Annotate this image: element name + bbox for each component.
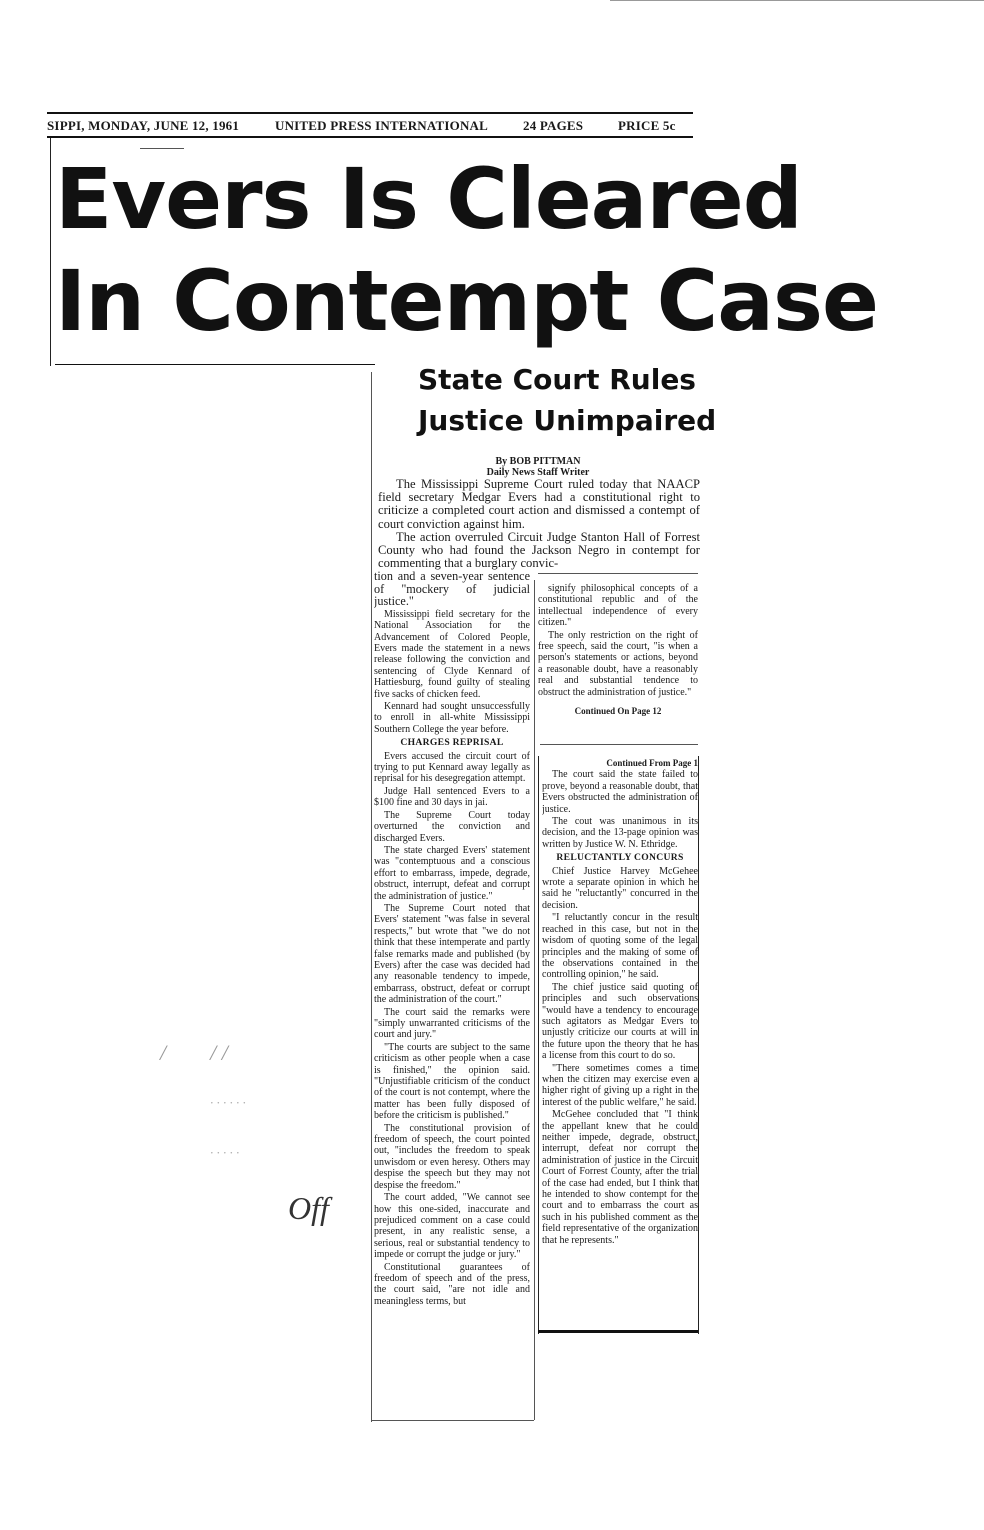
continuation-right-border xyxy=(698,756,699,1334)
continuation-bottom-rule xyxy=(538,1330,698,1333)
archival-pencil-mark: / / / xyxy=(160,1040,228,1065)
article-paragraph: Chief Justice Harvey McGehee wrote a separate opinion in which he said he "reluctantly" concurred in the decision. xyxy=(542,865,698,911)
article-paragraph: McGehee concluded that "I think the appellant knew that he could neither impede, degrade, obstruct, interrupt, defeat nor corrupt the administration of justice in the Circuit Court of Forrest County, after the trial of the case had ended, but I think that he intended to show contempt for the court and to embarrass the court as such in his published comment as the field representative of the organization that he represents." xyxy=(542,1109,698,1246)
archival-stamp-mark: · · · · · xyxy=(210,1145,240,1160)
masthead-dateline: SIPPI, MONDAY, JUNE 12, 1961 xyxy=(47,118,240,133)
archival-stamp-mark: · · · · · · xyxy=(210,1095,246,1110)
article-paragraph: Kennard had sought unsuccessfully to enroll in all-white Mississippi Southern College the year before. xyxy=(374,701,530,735)
subsection-heading: RELUCTANTLY CONCURS xyxy=(556,852,684,864)
subhead-line-1: State Court Rules xyxy=(418,363,696,396)
lead-paragraph: The Mississippi Supreme Court ruled today that NAACP field secretary Medgar Evers had a constitutional right to criticize a completed court action and dismissed a contempt of court conviction against him. xyxy=(378,477,700,531)
article-paragraph: The Supreme Court noted that Evers' statement "was false in several respects," but wrote that "we do not think that these intemperate and partly false remarks made and published (by Evers) after the case was decided had any reasonable tendency to impede, embarrass, obstruct, defeat or corrupt the administration of the court." xyxy=(374,902,530,1006)
lead-paragraph: The action overruled Circuit Judge Stanton Hall of Forrest County who had found the Jackson Negro in contempt for commenting that a burglary convic- xyxy=(378,529,700,571)
continuation-left-border xyxy=(538,756,539,1334)
continued-from-label: Continued From Page 1 xyxy=(606,758,698,768)
article-paragraph: The constitutional provision of freedom of speech, the court pointed out, "includes the freedom to speak unwisdom or even heresy. Others may despise the speech but they may not despise the freedom." xyxy=(374,1122,530,1191)
byline xyxy=(376,456,700,478)
article-paragraph: The only restriction on the right of free speech, said the court, "is when a person's statements or actions, beyond a reasonable doubt, have a reasonably real and substantial tendence to obstruct the administration of justice." xyxy=(538,629,698,698)
column-1 xyxy=(374,570,530,1420)
subsection-heading: CHARGES REPRISAL xyxy=(400,737,504,749)
headline-line-1: Evers Is Cleared xyxy=(55,150,802,248)
article-paragraph: "There sometimes comes a time when the citizen may exercise even a higher right of giving up a right in the interest of the public welfare," he said. xyxy=(542,1062,698,1108)
masthead-wire: UNITED PRESS INTERNATIONAL xyxy=(275,118,489,133)
story-left-border xyxy=(371,372,372,1422)
subhead-line-2: Justice Unimpaired xyxy=(418,404,717,437)
column-divider xyxy=(534,580,535,1420)
handwritten-initials: Off xyxy=(288,1190,329,1226)
article-paragraph: The court said the remarks were "simply unwarranted criticisms of the court and jury." xyxy=(374,1006,530,1041)
masthead-pages: 24 PAGES xyxy=(523,118,584,133)
article-paragraph: The chief justice said quoting of principles and such observations "would have a tendency to encourage such agitators as Medgar Evers to unjustly criticize our courts at will in the future upon the theory that he has a license from this court to do so. xyxy=(542,981,698,1062)
lead-bottom-rule xyxy=(538,573,698,574)
article-paragraph: "I reluctantly concur in the result reached in this case, but not in the wisdom of quoting some of the legal principles and the making of some of the observations contained in the controlling opinion," he said. xyxy=(542,912,698,981)
headline-mark xyxy=(140,148,184,149)
column-2-continued xyxy=(542,758,698,1330)
top-edge-rule xyxy=(610,0,984,1)
article-paragraph: tion and a seven-year sentence of "mockery of judicial justice." xyxy=(374,570,530,609)
article-paragraph: Judge Hall sentenced Evers to a $100 fine and 30 days in jai. xyxy=(374,785,530,809)
headline-bottom-rule xyxy=(55,364,375,365)
jump-divider-rule xyxy=(540,744,698,745)
article-paragraph: The court said the state failed to prove, beyond a reasonable doubt, that Evers obstructed the administration of justice. xyxy=(542,769,698,815)
article-paragraph: The cout was unanimous in its decision, and the 13-page opinion was written by Justice W. N. Ethridge. xyxy=(542,816,698,850)
article-paragraph: Evers accused the circuit court of trying to put Kennard away legally as reprisal for his desegregation attempt. xyxy=(374,750,530,785)
headline-left-border xyxy=(50,138,51,366)
masthead-top-rule xyxy=(47,112,693,114)
headline-line-2: In Contempt Case xyxy=(55,252,878,350)
byline-author: By BOB PITTMAN xyxy=(495,456,581,467)
lead-text xyxy=(378,478,700,570)
continued-on-label: Continued On Page 12 xyxy=(574,706,662,717)
article-paragraph: Constitutional guarantees of freedom of speech and of the press, the court said, "are not idle and meaningless terms, but xyxy=(374,1261,530,1307)
masthead-price: PRICE 5c xyxy=(618,118,676,133)
column-2-top xyxy=(538,583,698,717)
article-paragraph: signify philosophical concepts of a constitutional republic and of the intellectual independence of every citizen." xyxy=(538,583,698,629)
article-paragraph: Mississippi field secretary for the National Association for the Advancement of Colored People, Evers made the statement in a news release following the conviction and sentencing of Clyde Kennard of Hattiesburg, found guilty of stealing five sacks of chicken feed. xyxy=(374,608,530,700)
masthead-bottom-rule xyxy=(47,136,693,138)
byline-role: Daily News Staff Writer xyxy=(486,467,590,478)
article-paragraph: The court added, "We cannot see how this one-sided, inaccurate and prejudiced comment on a case could present, in any realistic sense, a serious, real or substantial tendency to impede or corrupt the judge or jury." xyxy=(374,1192,530,1261)
article-paragraph: "The courts are subject to the same criticism as other people when a case is finished," the opinion said. "Unjustifiable criticism of the conduct of the court is not contempt, where the matter has been fully disposed of before the criticism is published." xyxy=(374,1041,530,1122)
article-paragraph: The state charged Evers' statement was "contemptuous and a conscious effort to embarrass, impede, degrade, obstruct, interrupt, defeat and corrupt the administration of justice." xyxy=(374,844,530,902)
article-paragraph: The Supreme Court today overturned the conviction and discharged Evers. xyxy=(374,809,530,844)
story-bottom-rule xyxy=(372,1420,534,1421)
